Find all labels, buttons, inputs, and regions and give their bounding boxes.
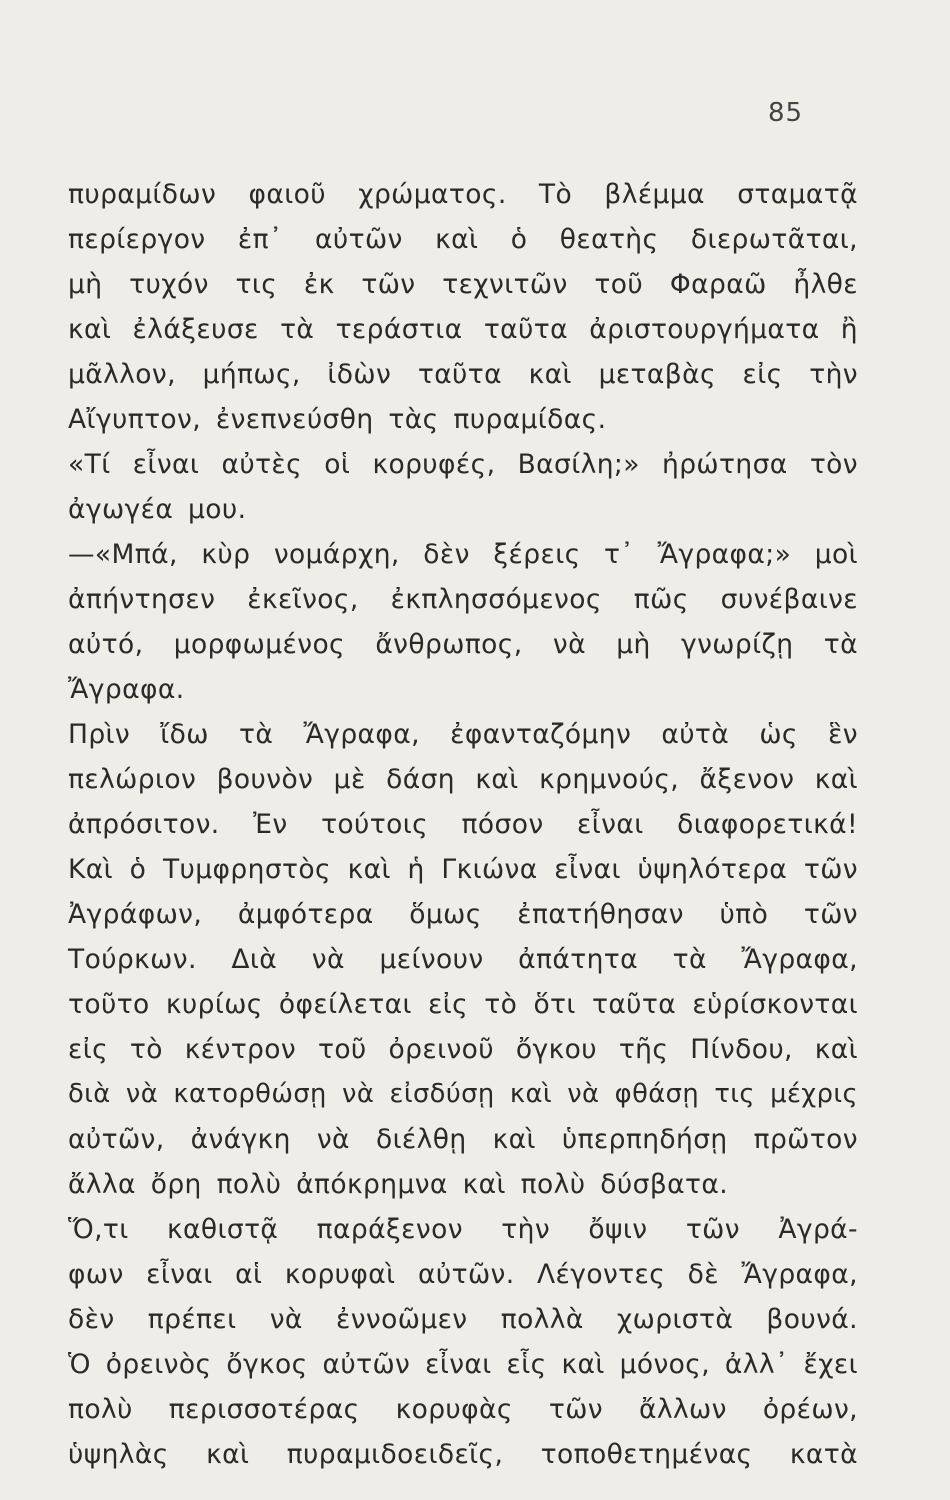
text-line: «Τί εἶναι αὐτὲς οἱ κορυφές, Βασίλη;» ἠρώτησα τὸν	[68, 449, 858, 480]
text-line: πελώριον βουνὸν μὲ δάση καὶ κρημνούς, ἄξενον καὶ	[68, 764, 858, 795]
text-line: ἄλλα ὄρη πολὺ ἀπόκρημνα καὶ πολὺ δύσβατα.	[68, 1169, 729, 1200]
text-line: πυραμίδων φαιοῦ χρώματος. Τὸ βλέμμα σταματᾷ	[68, 179, 858, 210]
text-line: φων εἶναι αἱ κορυφαὶ αὐτῶν. Λέγοντες δὲ Ἄγραφα,	[68, 1259, 858, 1290]
text-line: πολὺ περισσοτέρας κορυφὰς τῶν ἄλλων ὀρέων,	[68, 1394, 858, 1425]
text-line: —«Μπά, κὺρ νομάρχη, δὲν ξέρεις τ᾽ Ἄγραφα;» μοὶ	[68, 539, 858, 570]
text-line: Ἀγράφων, ἀμφότερα ὅμως ἐπατήθησαν ὑπὸ τῶν	[68, 899, 858, 930]
text-line: αὐτῶν, ἀνάγκη νὰ διέλθῃ καὶ ὑπερπηδήσῃ πρῶτον	[68, 1124, 858, 1155]
text-line: μᾶλλον, μήπως, ἰδὼν ταῦτα καὶ μεταβὰς εἰς τὴν	[68, 359, 858, 390]
text-line: Αἴγυπτον, ἐνεπνεύσθη τὰς πυραμίδας.	[68, 404, 607, 435]
body-text	[68, 172, 858, 1477]
page-number: 85	[768, 98, 804, 128]
text-line: ἀγωγέα μου.	[68, 494, 247, 525]
text-line: περίεργον ἐπ᾽ αὐτῶν καὶ ὁ θεατὴς διερωτᾶται,	[68, 224, 858, 255]
text-line: Τούρκων. Διὰ νὰ μείνουν ἀπάτητα τὰ Ἄγραφα,	[68, 944, 858, 975]
text-line: Καὶ ὁ Τυμφρηστὸς καὶ ἡ Γκιώνα εἶναι ὑψηλότερα τῶν	[68, 854, 858, 885]
text-line: καὶ ἐλάξευσε τὰ τεράστια ταῦτα ἀριστουργήματα ἢ	[68, 314, 858, 345]
text-line: Πρὶν ἴδω τὰ Ἄγραφα, ἐφανταζόμην αὐτὰ ὡς ἓν	[68, 719, 858, 750]
text-line: ἀπήντησεν ἐκεῖνος, ἐκπλησσόμενος πῶς συνέβαινε	[68, 584, 858, 615]
text-line: ὑψηλὰς καὶ πυραμιδοειδεῖς, τοποθετημένας κατὰ	[68, 1439, 858, 1470]
text-line: μὴ τυχόν τις ἐκ τῶν τεχνιτῶν τοῦ Φαραῶ ἦλθε	[68, 269, 858, 300]
text-line: Ὅ,τι καθιστᾷ παράξενον τὴν ὄψιν τῶν Ἀγρά-	[68, 1214, 858, 1245]
text-line: δὲν πρέπει νὰ ἐννοῶμεν πολλὰ χωριστὰ βουνά.	[68, 1304, 858, 1335]
text-line: τοῦτο κυρίως ὀφείλεται εἰς τὸ ὅτι ταῦτα εὑρίσκονται	[68, 989, 858, 1020]
text-line: εἰς τὸ κέντρον τοῦ ὀρεινοῦ ὄγκου τῆς Πίνδου, καὶ	[68, 1034, 858, 1065]
text-line: Ὁ ὀρεινὸς ὄγκος αὐτῶν εἶναι εἷς καὶ μόνος, ἀλλ᾽ ἔχει	[68, 1349, 858, 1380]
text-line: διὰ νὰ κατορθώσῃ νὰ εἰσδύσῃ καὶ νὰ φθάσῃ τις μέχρις	[68, 1079, 858, 1109]
text-line: αὐτό, μορφωμένος ἄνθρωπος, νὰ μὴ γνωρίζῃ τὰ	[68, 629, 858, 660]
text-line: Ἄγραφα.	[68, 674, 185, 705]
text-line: ἀπρόσιτον. Ἐν τούτοις πόσον εἶναι διαφορετικά!	[68, 809, 858, 840]
